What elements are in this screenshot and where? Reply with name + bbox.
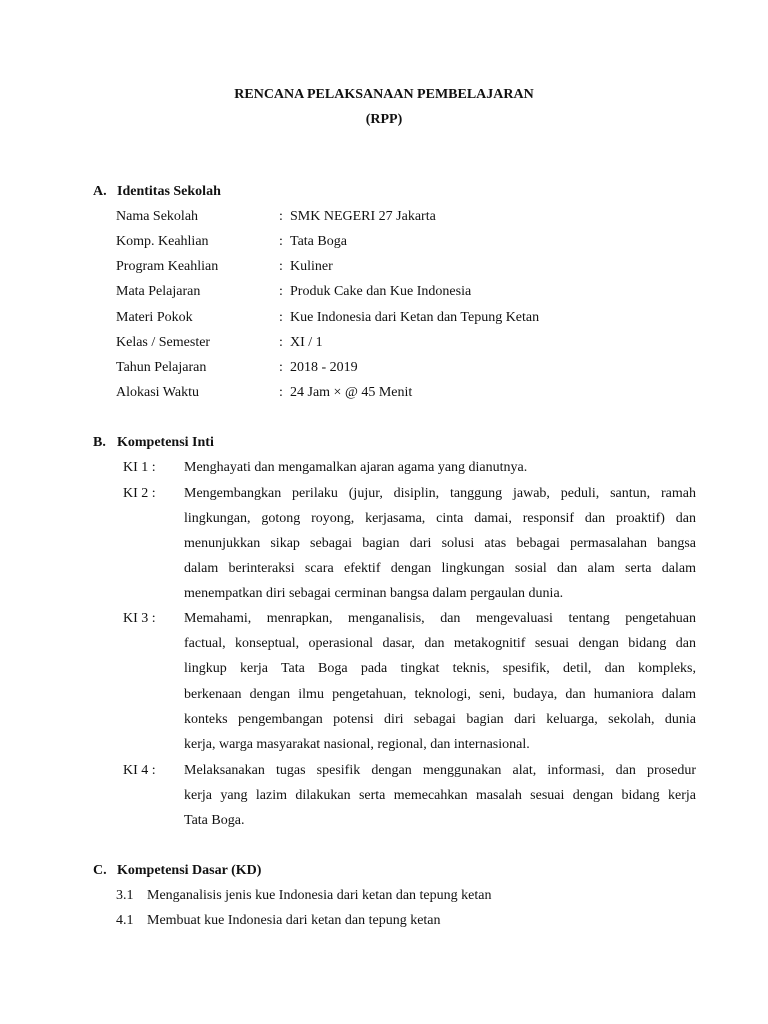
kd-item xyxy=(116,913,441,929)
ki-3-text-line: berkenaan dengan ilmu pengetahuan, teknologi, seni, budaya, dan humaniora dalam xyxy=(184,687,696,702)
identity-label: Komp. Keahlian xyxy=(116,234,209,249)
identity-value: Produk Cake dan Kue Indonesia xyxy=(290,284,472,299)
section-a-heading xyxy=(93,184,221,200)
ki-4-text-line: kerja yang lazim dilakukan serta memecahkan masalah sesuai dengan bidang kerja xyxy=(184,788,696,803)
identity-separator: : xyxy=(279,385,283,400)
identity-label: Materi Pokok xyxy=(116,310,193,325)
identity-label: Program Keahlian xyxy=(116,259,219,274)
identity-value: Kue Indonesia dari Ketan dan Tepung Ketan xyxy=(290,310,540,325)
kd-text: Membuat kue Indonesia dari ketan dan tepung ketan xyxy=(147,913,441,928)
section-c-letter: C. xyxy=(93,863,107,878)
section-a-letter: A. xyxy=(93,184,107,199)
ki-3-text-line: Memahami, menrapkan, menganalisis, dan mengevaluasi tentang pengetahuan xyxy=(184,611,696,626)
ki-1-label: KI 1 : xyxy=(123,460,156,475)
identity-separator: : xyxy=(279,335,283,350)
identity-separator: : xyxy=(279,310,283,325)
identity-label: Tahun Pelajaran xyxy=(116,360,207,375)
ki-3-text-line: kerja, warga masyarakat nasional, regional, dan internasional. xyxy=(184,737,530,752)
identity-row xyxy=(116,259,333,275)
identity-value: 24 Jam × @ 45 Menit xyxy=(290,385,413,400)
identity-row xyxy=(116,360,358,376)
ki-1-text: Menghayati dan mengamalkan ajaran agama yang dianutnya. xyxy=(184,460,528,475)
identity-separator: : xyxy=(279,209,283,224)
ki-4-label: KI 4 : xyxy=(123,763,156,778)
identity-label: Mata Pelajaran xyxy=(116,284,201,299)
identity-separator: : xyxy=(279,284,283,299)
identity-row xyxy=(116,335,323,351)
ki-3-text-line: lingkup kerja Tata Boga pada tingkat teknis, spesifik, detil, dan kompleks, xyxy=(184,661,696,676)
section-b-heading xyxy=(93,435,214,451)
identity-label: Alokasi Waktu xyxy=(116,385,199,400)
section-b-letter: B. xyxy=(93,435,106,450)
identity-value: Tata Boga xyxy=(290,234,347,249)
identity-value: XI / 1 xyxy=(290,335,323,350)
identity-row xyxy=(116,310,539,326)
section-c-heading xyxy=(93,863,261,879)
identity-separator: : xyxy=(279,360,283,375)
section-c-title: Kompetensi Dasar (KD) xyxy=(117,863,262,878)
ki-3-text-line: konteks pengembangan potensi diri sebagai bagian dari keluarga, sekolah, dunia xyxy=(184,712,696,727)
section-b-title: Kompetensi Inti xyxy=(117,435,214,450)
kd-text: Menganalisis jenis kue Indonesia dari ketan dan tepung ketan xyxy=(147,888,492,903)
identity-row xyxy=(116,209,436,225)
ki-2-text-line: Mengembangkan perilaku (jujur, disiplin, tanggung jawab, peduli, santun, ramah xyxy=(184,486,696,501)
ki-4-text-line: Tata Boga. xyxy=(184,813,245,828)
document-subtitle: (RPP) xyxy=(365,112,403,127)
kd-number: 3.1 xyxy=(116,888,134,903)
identity-row xyxy=(116,385,412,401)
kd-number: 4.1 xyxy=(116,913,134,928)
ki-2-label: KI 2 : xyxy=(123,486,156,501)
identity-separator: : xyxy=(279,234,283,249)
identity-label: Nama Sekolah xyxy=(116,209,199,224)
ki-4-text-line: Melaksanakan tugas spesifik dengan menggunakan alat, informasi, dan prosedur xyxy=(184,763,696,778)
kd-item xyxy=(116,888,491,904)
ki-3-label: KI 3 : xyxy=(123,611,156,626)
identity-value: 2018 - 2019 xyxy=(290,360,358,375)
ki-3-text-line: factual, konseptual, operasional dasar, dan metakognitif sesuai dengan bidang dan xyxy=(184,636,696,651)
identity-value: Kuliner xyxy=(290,259,333,274)
identity-value: SMK NEGERI 27 Jakarta xyxy=(290,209,436,224)
identity-separator: : xyxy=(279,259,283,274)
ki-2-text-line: menempatkan diri sebagai cerminan bangsa dalam pergaulan dunia. xyxy=(184,586,564,601)
ki-2-text-line: menunjukkan sikap sebagai bagian dari solusi atas bebagai permasalahan bangsa xyxy=(184,536,696,551)
ki-2-text-line: lingkungan, gotong royong, kerjasama, cinta damai, responsif dan proaktif) dan xyxy=(184,511,696,526)
ki-2-text-line: dalam berinteraksi scara efektif dengan lingkungan sosial dan alam serta dalam xyxy=(184,561,696,576)
identity-label: Kelas / Semester xyxy=(116,335,211,350)
document-title: RENCANA PELAKSANAAN PEMBELAJARAN xyxy=(234,87,534,102)
identity-row xyxy=(116,234,347,250)
identity-row xyxy=(116,284,471,300)
section-a-title: Identitas Sekolah xyxy=(117,184,221,199)
